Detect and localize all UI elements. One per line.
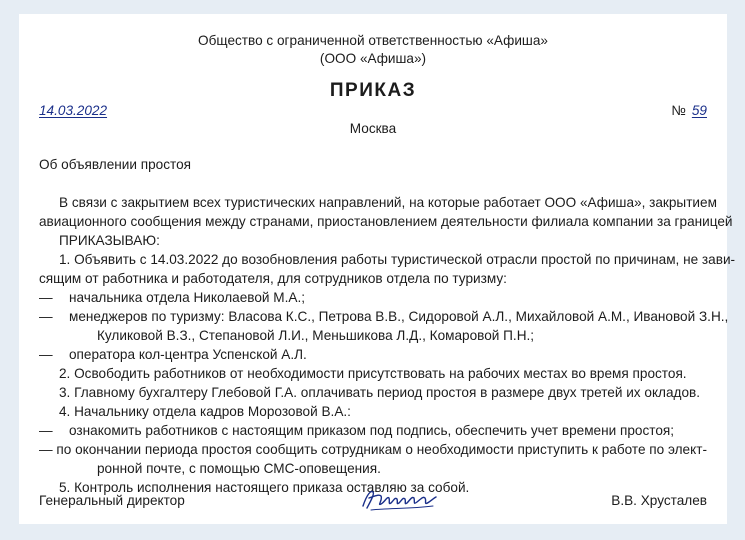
dash-item-2 bbox=[39, 307, 729, 326]
order-body bbox=[39, 193, 736, 497]
dash-item-5-line-1: — по окончании периода простоя сообщить сотрудникам о необходимости приступить к работе по элект- bbox=[39, 442, 707, 457]
dash-marker: — bbox=[39, 423, 53, 438]
order-number-value: 59 bbox=[691, 103, 707, 118]
signature-scribble-icon bbox=[359, 484, 439, 514]
order-word: ПРИКАЗЫВАЮ: bbox=[59, 233, 160, 248]
paragraph-5: 5. Контроль исполнения настоящего приказа оставляю за собой. bbox=[59, 480, 470, 495]
dash-item-4 bbox=[39, 421, 709, 440]
organization-full-name: Общество с ограниченной ответственностью «Афиша» bbox=[198, 33, 548, 48]
dash-item-text: ознакомить работников с настоящим приказом под подпись, обеспечить учет времени простоя; bbox=[69, 423, 675, 438]
dash-item-5-continuation: ронной почте, с помощью СМС-оповещения. bbox=[97, 461, 381, 476]
dash-item-1 bbox=[39, 288, 709, 307]
intro-line-1: В связи с закрытием всех туристических направлений, на которые работает ООО «Афиша», закрытием bbox=[59, 195, 717, 210]
document-title: ПРИКАЗ bbox=[329, 80, 417, 101]
dash-item-text: оператора кол-центра Успенской А.Л. bbox=[69, 347, 307, 362]
signatory-name: В.В. Хрусталев bbox=[611, 493, 707, 508]
dash-marker: — bbox=[39, 290, 53, 305]
paragraph-2: 2. Освободить работников от необходимости присутствовать на рабочих местах во время простоя. bbox=[59, 366, 687, 381]
paragraph-3: 3. Главному бухгалтеру Глебовой Г.А. оплачивать период простоя в размере двух третей их окладов. bbox=[59, 385, 701, 400]
dash-item-3 bbox=[39, 345, 709, 364]
paragraph-1-line-1: 1. Объявить с 14.03.2022 до возобновления работы туристической отрасли простой по причинам, не зави- bbox=[59, 252, 736, 267]
dash-item-text: начальника отдела Николаевой М.А.; bbox=[69, 290, 305, 305]
order-date bbox=[39, 103, 107, 118]
organization-short-name: (ООО «Афиша») bbox=[319, 51, 427, 66]
document-page bbox=[19, 14, 736, 524]
handwritten-signature bbox=[359, 484, 439, 519]
paragraph-4: 4. Начальнику отдела кадров Морозовой В.А.: bbox=[59, 404, 351, 419]
intro-line-2: авиационного сообщения между странами, приостановлением деятельности филиала компании за границей bbox=[39, 214, 733, 229]
paragraph-1-line-2: сящим от работника и работодателя, для сотрудников отдела по туризму: bbox=[39, 271, 507, 286]
dash-marker: — bbox=[39, 347, 53, 362]
order-date-value: 14.03.2022 bbox=[39, 103, 108, 118]
city: Москва bbox=[349, 121, 397, 136]
dash-item-text: менеджеров по туризму: Власова К.С., Петрова В.В., Сидоровой А.Л., Михайловой А.М., Ивановой З.Н., bbox=[69, 309, 729, 324]
order-number bbox=[671, 103, 707, 118]
signatory-role: Генеральный директор bbox=[39, 493, 185, 508]
order-number-label: № bbox=[671, 103, 686, 118]
dash-marker: — bbox=[39, 309, 53, 324]
order-subject: Об объявлении простоя bbox=[39, 157, 192, 172]
dash-item-2-continuation: Куликовой В.З., Степановой Л.И., Меньшикова Л.Д., Комаровой П.Н.; bbox=[97, 328, 535, 343]
